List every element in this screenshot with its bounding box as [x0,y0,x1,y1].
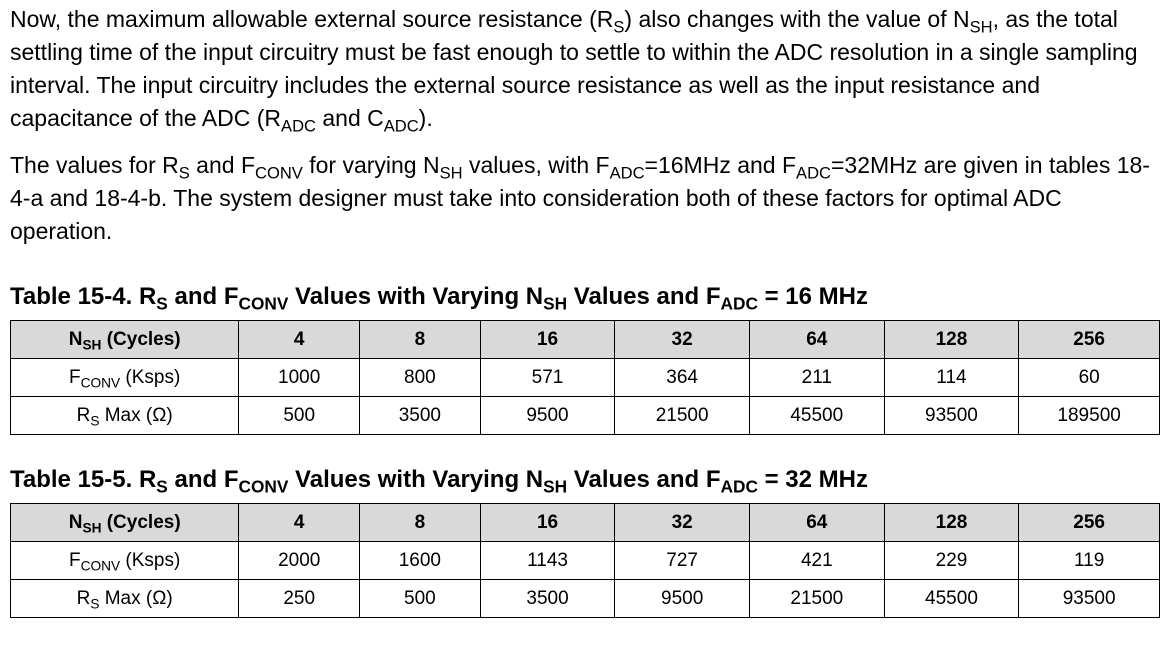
table-title [10,465,1164,495]
table-cell: 3500 [360,397,481,435]
cell-text: R [76,404,91,426]
header-cell: 4 [239,504,360,542]
header-cell: 4 [239,321,360,359]
text-run: Now, the maximum allowable external source resistance (R [10,6,614,32]
table-cell: 211 [749,359,884,397]
paragraph-source-resistance [10,0,1164,135]
table-cell: 119 [1019,542,1160,580]
cell-text: N [68,328,83,350]
subscript: CONV [80,557,121,573]
table-fadc-32mhz [10,503,1160,618]
header-cell: 8 [360,321,481,359]
text-run: =16MHz and F [644,152,797,178]
cell-text: (Ksps) [120,366,181,388]
header-cell: 256 [1019,321,1160,359]
table-cell: 93500 [884,397,1019,435]
subscript: ADC [383,116,419,136]
subscript: ADC [720,476,758,497]
table-cell: 45500 [884,580,1019,618]
header-label-cell [11,321,239,359]
subscript: S [613,17,625,37]
table-cell: 500 [239,397,360,435]
table-cell: 229 [884,542,1019,580]
text-run: and F [167,466,239,493]
table-cell: 571 [480,359,615,397]
subscript: S [90,412,100,428]
table-cell: 421 [749,542,884,580]
header-cell: 16 [480,504,615,542]
table-cell: 3500 [480,580,615,618]
cell-text: Max (Ω) [99,587,173,609]
header-cell: 128 [884,504,1019,542]
table-row-fconv [11,359,1160,397]
subscript: S [156,293,168,314]
table-cell: 93500 [1019,580,1160,618]
header-cell: 128 [884,321,1019,359]
subscript: ADC [281,116,316,136]
row-label-cell [11,580,239,618]
table-cell: 727 [615,542,750,580]
text-run: = 16 MHz [757,283,868,310]
table-cell: 1600 [360,542,481,580]
subscript: ADC [720,293,758,314]
table-cell: 800 [360,359,481,397]
text-run: The values for R [10,152,179,178]
cell-text: F [69,549,81,571]
text-run: Values and F [567,466,721,493]
subscript: SH [543,293,568,314]
text-run: = 32 MHz [757,466,868,493]
cell-text: Max (Ω) [99,404,173,426]
subscript: SH [82,519,102,535]
subscript: SH [439,163,463,183]
text-run: values, with F [462,152,610,178]
table-cell: 9500 [615,580,750,618]
header-cell: 32 [615,504,750,542]
row-label-cell [11,542,239,580]
subscript: CONV [238,476,289,497]
cell-text: R [76,587,91,609]
table-cell: 9500 [480,397,615,435]
table-cell: 45500 [749,397,884,435]
paragraph-values-intro [10,149,1164,248]
table-cell: 500 [360,580,481,618]
table-title [10,282,1164,312]
text-run: Values with Varying N [288,466,544,493]
cell-text: (Ksps) [120,549,181,571]
text-run: =32MHz are given in tables 18-4-a and 18-4-b. The system designer must take into consideration both of these factors for optimal ADC operation. [10,152,1150,244]
table-cell: 21500 [749,580,884,618]
table-header-row [11,321,1160,359]
header-cell: 32 [615,321,750,359]
table-cell: 60 [1019,359,1160,397]
text-run: Values with Varying N [288,283,544,310]
table-cell: 189500 [1019,397,1160,435]
table-cell: 2000 [239,542,360,580]
cell-text: (Cycles) [101,511,181,533]
subscript: S [90,595,100,611]
table-header-row [11,504,1160,542]
table-cell: 114 [884,359,1019,397]
table-cell: 250 [239,580,360,618]
subscript: ADC [796,163,831,183]
text-run: and F [167,283,239,310]
text-run: Table 15-4. R [10,283,157,310]
table-cell: 364 [615,359,750,397]
text-run: for varying N [302,152,440,178]
table-fadc-16mhz [10,320,1160,435]
table-cell: 21500 [615,397,750,435]
header-cell: 256 [1019,504,1160,542]
text-run: Values and F [567,283,721,310]
cell-text: F [69,366,81,388]
subscript: S [156,476,168,497]
table-cell: 1000 [239,359,360,397]
text-run: ). [418,105,433,131]
cell-text: N [68,511,83,533]
table-cell: 1143 [480,542,615,580]
cell-text: (Cycles) [101,328,181,350]
header-cell: 64 [749,504,884,542]
subscript: ADC [609,163,645,183]
row-label-cell [11,359,239,397]
header-label-cell [11,504,239,542]
subscript: CONV [80,374,121,390]
subscript: CONV [255,163,303,183]
header-cell: 8 [360,504,481,542]
subscript: SH [969,17,993,37]
subscript: CONV [238,293,289,314]
subscript: S [178,163,190,183]
text-run: and F [189,152,256,178]
subscript: SH [543,476,568,497]
document-page [10,0,1164,618]
subscript: SH [82,336,102,352]
text-run: ) also changes with the value of N [624,6,970,32]
text-run: Table 15-5. R [10,466,157,493]
table-row-rs-max [11,397,1160,435]
text-run: and C [315,105,384,131]
table-row-rs-max [11,580,1160,618]
table-row-fconv [11,542,1160,580]
header-cell: 64 [749,321,884,359]
row-label-cell [11,397,239,435]
text-run: , as the total settling time of the input circuitry must be fast enough to settle to within the ADC resolution in a single sampling interval. The input circuitry includes the external source resistance as well as the input resistance and capacitance of the ADC (R [10,6,1138,131]
header-cell: 16 [480,321,615,359]
